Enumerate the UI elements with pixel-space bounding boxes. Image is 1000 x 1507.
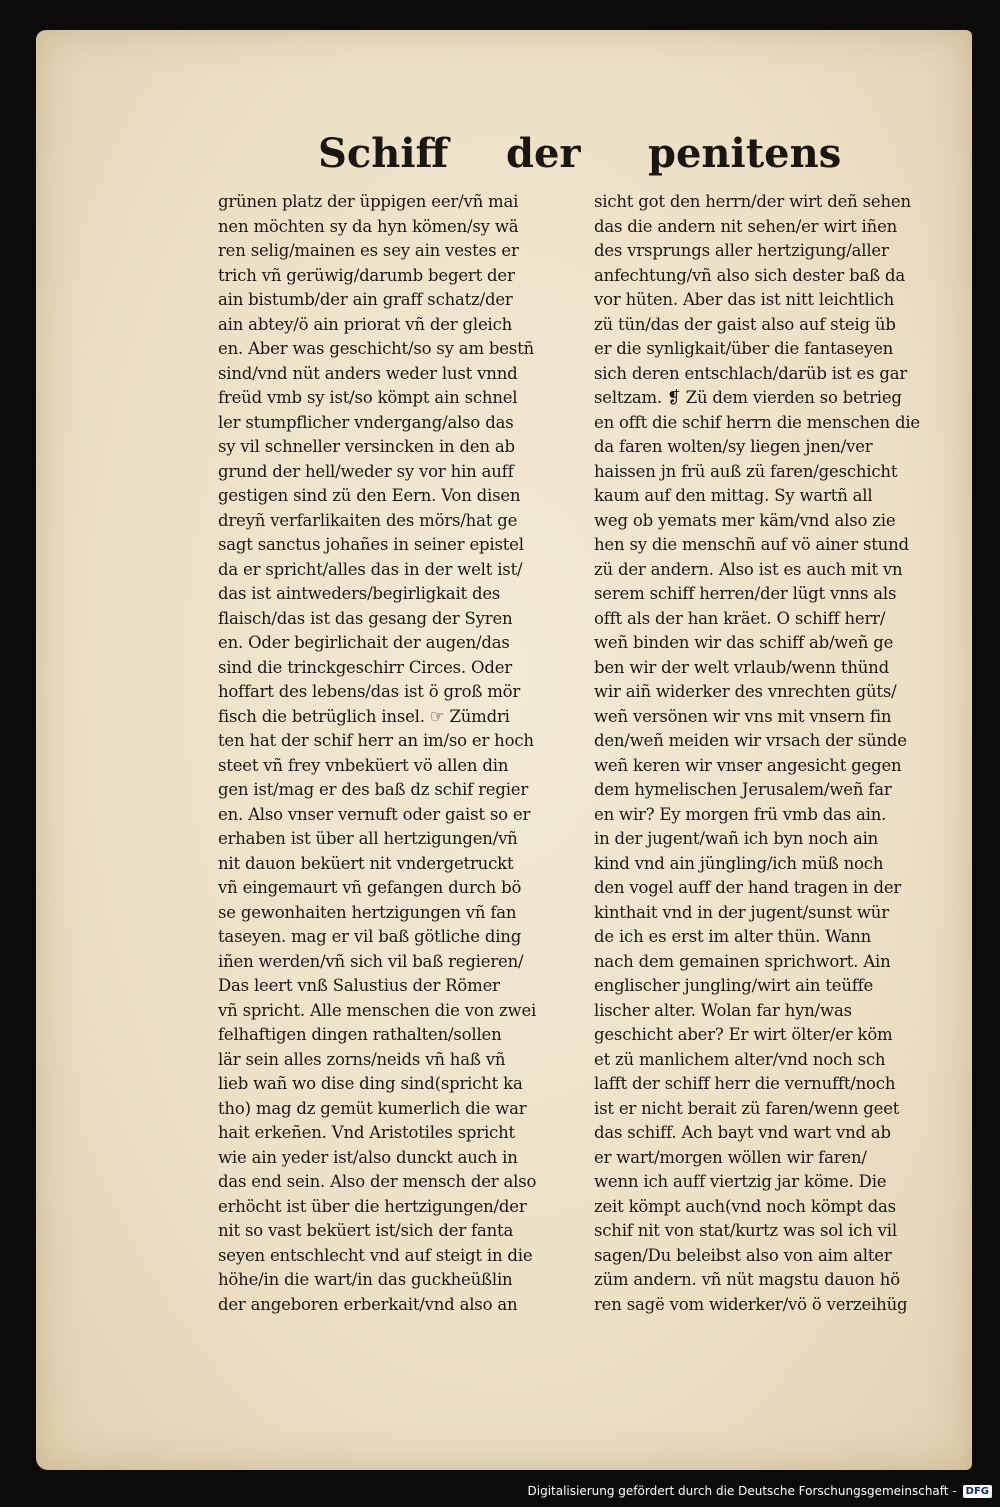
text-line: hoffart des lebens/das ist ö groß mör bbox=[218, 682, 521, 701]
heading-word-3: penitens bbox=[648, 130, 842, 177]
text-line: ren selig/mainen es sey ain vestes er bbox=[218, 241, 519, 260]
text-line: zeit kömpt auch(vnd noch kömpt das bbox=[594, 1196, 896, 1216]
text-line: weñ binden wir das schiff ab/weñ ge bbox=[594, 633, 894, 652]
text-line: lieb wañ wo dise ding sind(spricht ka bbox=[218, 1074, 523, 1093]
text-line: nen möchten sy da hyn kömen/sy wä bbox=[218, 216, 519, 236]
text-line: tho) mag dz gemüt kumerlich die war bbox=[218, 1098, 527, 1118]
text-line: wenn ich auff viertzig jar köme. Die bbox=[594, 1172, 887, 1191]
text-line: grünen platz der üppigen eer/vñ mai bbox=[218, 192, 519, 211]
text-line: en. Aber was geschicht/so sy am bestñ bbox=[218, 339, 534, 358]
text-line: vñ spricht. Alle menschen die von zwei bbox=[218, 1000, 537, 1020]
text-line: ten hat der schif herr an im/so er hoch bbox=[218, 731, 534, 750]
text-line: en offt die schif herrn die menschen die bbox=[594, 412, 920, 432]
text-line: schif nit von stat/kurtz was sol ich vil bbox=[594, 1221, 897, 1240]
text-line: weñ keren wir vnser angesicht gegen bbox=[594, 755, 902, 775]
text-line: dreyñ verfarlikaiten des mörs/hat ge bbox=[218, 510, 518, 530]
text-line: nach dem gemainen sprichwort. Ain bbox=[594, 951, 891, 971]
text-line: en. Oder begirlichait der augen/das bbox=[218, 633, 510, 652]
text-line: kind vnd ain jüngling/ich müß noch bbox=[594, 853, 884, 873]
text-line: zü tün/das der gaist also auf steig üb bbox=[594, 314, 896, 334]
text-line: den/weñ meiden wir vrsach der sünde bbox=[594, 731, 907, 750]
text-line: Das leert vnß Salustius der Römer bbox=[218, 976, 500, 995]
text-line: sy vil schneller versincken in den ab bbox=[218, 437, 515, 456]
text-line: züm andern. vñ nüt magstu dauon hö bbox=[594, 1270, 900, 1289]
text-line: fisch die betrüglich insel. ☞ Zümdri bbox=[218, 706, 510, 726]
text-line: ain bistumb/der ain graff schatz/der bbox=[218, 290, 513, 309]
text-line: trich vñ gerüwig/darumb begert der bbox=[218, 265, 515, 285]
text-line: da er spricht/alles das in der welt ist/ bbox=[218, 559, 523, 579]
text-line: zü der andern. Also ist es auch mit vn bbox=[594, 559, 903, 579]
text-line: sind die trinckgeschirr Circes. Oder bbox=[218, 657, 512, 677]
text-line: sicht got den herrn/der wirt deñ sehen bbox=[594, 192, 911, 211]
heading-word-2: der bbox=[506, 130, 581, 177]
text-line: nit dauon beküert nit vndergetruckt bbox=[218, 853, 514, 873]
text-line: kinthait vnd in der jugent/sunst wür bbox=[594, 902, 889, 922]
left-text-column bbox=[218, 190, 598, 1317]
heading-word-1: Schiff bbox=[318, 130, 449, 177]
text-line: der angeboren erberkait/vnd also an bbox=[218, 1294, 518, 1314]
text-line: das schiff. Ach bayt vnd wart vnd ab bbox=[594, 1123, 891, 1142]
text-line: haissen jn frü auß zü faren/geschicht bbox=[594, 461, 898, 481]
text-line: lischer alter. Wolan far hyn/was bbox=[594, 1000, 852, 1020]
digitization-footer bbox=[528, 1481, 993, 1501]
text-line: sich deren entschlach/darüb ist es gar bbox=[594, 363, 908, 383]
text-line: gen ist/mag er des baß dz schif regier bbox=[218, 780, 529, 799]
right-text-column bbox=[594, 190, 966, 1317]
text-line: ren sagë vom widerker/vö ö verzeihüg bbox=[594, 1294, 908, 1314]
footer-credit-text: Digitalisierung gefördert durch die Deutsche Forschungsgemeinschaft - bbox=[527, 1484, 957, 1498]
text-line: ben wir der welt vrlaub/wenn thünd bbox=[594, 657, 889, 677]
book-page bbox=[36, 30, 972, 1470]
text-line: seyen entschlecht vnd auf steigt in die bbox=[218, 1245, 533, 1265]
dfg-logo-icon: DFG bbox=[963, 1485, 992, 1498]
text-line: in der jugent/wañ ich byn noch ain bbox=[594, 829, 879, 848]
text-line: des vrsprungs aller hertzigung/aller bbox=[594, 241, 889, 260]
text-line: ler stumpflicher vndergang/also das bbox=[218, 412, 514, 432]
text-line: das die andern nit sehen/er wirt iñen bbox=[594, 216, 898, 236]
text-line: lär sein alles zorns/neids vñ haß vñ bbox=[218, 1049, 506, 1069]
text-line: felhaftigen dingen rathalten/sollen bbox=[218, 1025, 502, 1044]
text-line: offt als der han kräet. O schiff herr/ bbox=[594, 608, 886, 628]
text-line: er wart/morgen wöllen wir faren/ bbox=[594, 1147, 867, 1167]
text-line: grund der hell/weder sy vor hin auff bbox=[218, 461, 514, 481]
text-line: et zü manlichem alter/vnd noch sch bbox=[594, 1049, 886, 1069]
text-line: en. Also vnser vernuft oder gaist so er bbox=[218, 804, 531, 824]
text-line: seltzam. ❡ Zü dem vierden so betrieg bbox=[594, 388, 902, 407]
text-line: anfechtung/vñ also sich dester baß da bbox=[594, 265, 906, 285]
text-line: steet vñ frey vnbeküert vö allen din bbox=[218, 755, 509, 775]
text-line: nit so vast beküert ist/sich der fanta bbox=[218, 1221, 514, 1240]
text-line: das ist aintweders/begirligkait des bbox=[218, 584, 501, 603]
text-line: lafft der schiff herr die vernufft/noch bbox=[594, 1074, 896, 1093]
text-line: den vogel auff der hand tragen in der bbox=[594, 878, 902, 897]
text-line: erhöcht ist über die hertzigungen/der bbox=[218, 1196, 527, 1216]
text-line: freüd vmb sy ist/so kömpt ain schnel bbox=[218, 388, 518, 407]
text-line: taseyen. mag er vil baß götliche ding bbox=[218, 927, 522, 946]
text-line: er die synligkait/über die fantaseyen bbox=[594, 339, 894, 358]
text-line: hen sy die menschñ auf vö ainer stund bbox=[594, 535, 909, 554]
text-line: sind/vnd nüt anders weder lust vnnd bbox=[218, 363, 518, 383]
text-line: sagen/Du beleibst also von aim alter bbox=[594, 1245, 892, 1265]
text-line: wie ain yeder ist/also dunckt auch in bbox=[218, 1147, 518, 1167]
text-line: das end sein. Also der mensch der also bbox=[218, 1172, 537, 1191]
text-line: da faren wolten/sy liegen jnen/ver bbox=[594, 437, 873, 456]
text-line: se gewonhaiten hertzigungen vñ fan bbox=[218, 902, 517, 922]
text-line: wir aiñ widerker des vnrechten güts/ bbox=[594, 682, 897, 701]
text-line: weñ versönen wir vns mit vnsern fin bbox=[594, 706, 892, 726]
text-line: vor hüten. Aber das ist nitt leichtlich bbox=[594, 290, 895, 309]
text-line: de ich es erst im alter thün. Wann bbox=[594, 927, 872, 946]
text-line: erhaben ist über all hertzigungen/vñ bbox=[218, 829, 518, 848]
text-line: en wir? Ey morgen frü vmb das ain. bbox=[594, 804, 887, 824]
text-line: geschicht aber? Er wirt ölter/er köm bbox=[594, 1025, 893, 1044]
text-line: iñen werden/vñ sich vil baß regieren/ bbox=[218, 951, 524, 971]
text-line: kaum auf den mittag. Sy wartñ all bbox=[594, 486, 873, 505]
text-line: ain abtey/ö ain priorat vñ der gleich bbox=[218, 314, 513, 334]
text-line: englischer jungling/wirt ain teüffe bbox=[594, 976, 874, 995]
text-line: serem schiff herren/der lügt vnns als bbox=[594, 584, 897, 603]
text-line: ist er nicht berait zü faren/wenn geet bbox=[594, 1098, 900, 1118]
text-line: höhe/in die wart/in das guckheüßlin bbox=[218, 1270, 513, 1289]
text-line: dem hymelischen Jerusalem/weñ far bbox=[594, 780, 892, 799]
text-line: flaisch/das ist das gesang der Syren bbox=[218, 608, 513, 628]
text-line: gestigen sind zü den Eern. Von disen bbox=[218, 486, 521, 505]
running-heading bbox=[36, 130, 972, 194]
text-line: hait erkeñen. Vnd Aristotiles spricht bbox=[218, 1123, 515, 1142]
text-line: vñ eingemaurt vñ gefangen durch bö bbox=[218, 878, 522, 897]
text-line: weg ob yemats mer käm/vnd also zie bbox=[594, 510, 896, 530]
text-line: sagt sanctus johañes in seiner epistel bbox=[218, 535, 524, 554]
